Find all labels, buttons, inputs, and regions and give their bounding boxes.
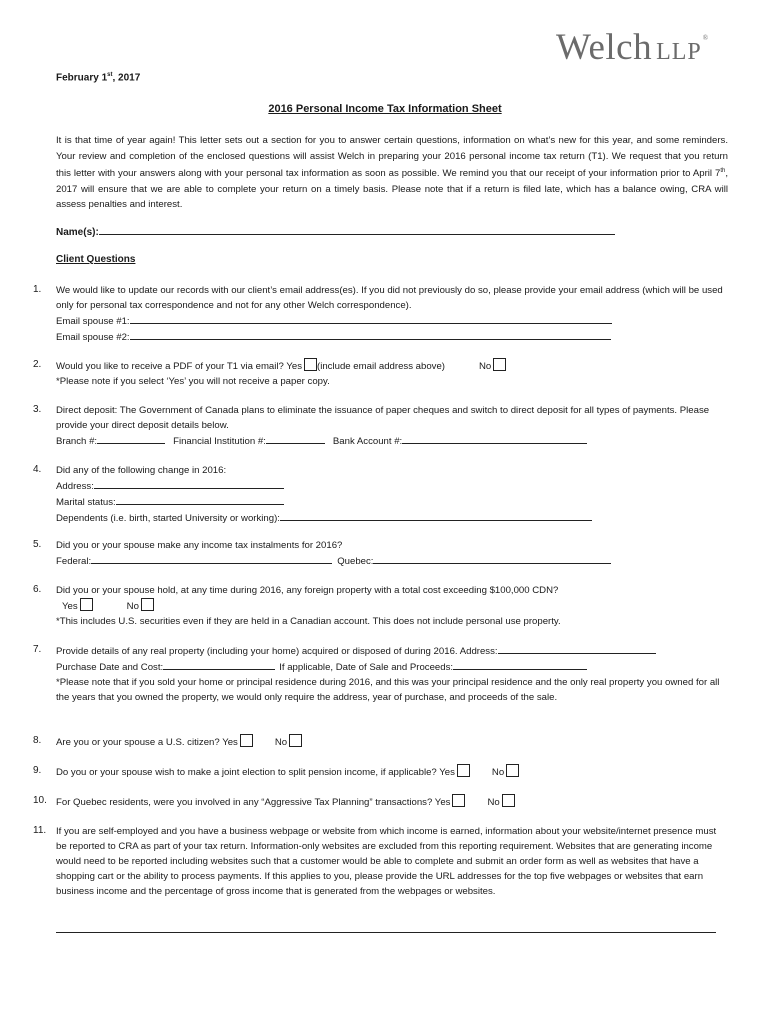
property-address-line[interactable] [498, 643, 656, 654]
page-title: 2016 Personal Income Tax Information Sheet [268, 103, 502, 115]
question-1: We would like to update our records with our client’s email address(es). If you did not previously do so, please provide your email address (which will be used only for personal tax correspondence and not for any other Welch correspondence). Email spouse #1: Email spouse #2: [56, 285, 723, 343]
question-2: Would you like to receive a PDF of your T1 via email? Yes (include email address above) No *Please note if you select ‘Yes’ you will not receive a paper copy. [56, 358, 724, 389]
q5-text: Did you or your spouse make any income tax instalments for 2016? [56, 540, 343, 551]
client-questions-heading: Client Questions [56, 254, 136, 265]
q7-number: 7. [33, 644, 42, 655]
q6-number: 6. [33, 584, 42, 595]
names-field [56, 224, 615, 238]
institution-line[interactable] [266, 433, 325, 444]
q1-number: 1. [33, 284, 42, 295]
q11-text: If you are self-employed and you have a business webpage or website from which income is earned, information about your website/internet presence must be reported to CRA as part of your tax return. Information-only websites are excluded from this reporting requirement. Websites that are generating income would need to be reported including websites such that a customer would be able to complete and submit an order form as well as websites that have a shopping cart or the ability to process payments. If this applies to you, please provide the URL addresses for the top five webpages or websites that earn business income and the percentage of gross income that is generated from the webpages or websites. [56, 826, 717, 897]
q11-number: 11. [33, 825, 47, 836]
question-8: Are you or your spouse a U.S. citizen? Yes No [56, 734, 724, 750]
email-spouse-2-line[interactable] [130, 329, 611, 340]
q2-number: 2. [33, 359, 42, 370]
q6-note: *This includes U.S. securities even if they are held in a Canadian account. This does not include personal use property. [56, 616, 561, 627]
q10-no-checkbox[interactable] [502, 794, 515, 807]
q8-number: 8. [33, 735, 42, 746]
q4-number: 4. [33, 464, 42, 475]
q3-text: Direct deposit: The Government of Canada plans to eliminate the issuance of paper cheques and switch to direct deposit for all types of payments. Please provide your direct deposit details below. [56, 405, 710, 431]
logo-suffix: LLP [656, 39, 702, 65]
website-url-line[interactable] [56, 932, 716, 933]
q9-number: 9. [33, 765, 42, 776]
q8-no-checkbox[interactable] [289, 734, 302, 747]
sale-line[interactable] [453, 659, 587, 670]
question-11 [56, 824, 724, 899]
q7-note: *Please note that if you sold your home or principal residence during 2016, and this was your principal residence and the only real property you owned for all the years that you owned the property, we would only require the address, year of purchase, and proceeds of the sale. [56, 677, 720, 703]
question-9: Do you or your spouse wish to make a joint election to split pension income, if applicable? Yes No [56, 764, 724, 780]
bank-account-line[interactable] [402, 433, 587, 444]
q6-no-checkbox[interactable] [141, 598, 154, 611]
q2-no-checkbox[interactable] [493, 358, 506, 371]
q5-number: 5. [33, 539, 42, 550]
purchase-line[interactable] [163, 659, 275, 670]
dependents-line[interactable] [280, 510, 592, 521]
question-5: Did you or your spouse make any income tax instalments for 2016? Federal: Quebec: [56, 538, 724, 569]
branch-line[interactable] [97, 433, 165, 444]
address-line[interactable] [94, 478, 284, 489]
names-label: Name(s): [56, 227, 99, 238]
logo-name: Welch [556, 27, 653, 68]
q3-number: 3. [33, 404, 42, 415]
q10-yes-checkbox[interactable] [452, 794, 465, 807]
q4-text: Did any of the following change in 2016: [56, 465, 227, 476]
q1-text: We would like to update our records with our client’s email address(es). If you did not previously do so, please provide your email address (which will be used only for personal tax correspondence and not for any other Welch correspondence). [56, 285, 723, 311]
federal-line[interactable] [91, 553, 332, 564]
q6-text: Did you or your spouse hold, at any time during 2016, any foreign property with a total cost exceeding $100,000 CDN? [56, 585, 559, 596]
question-7: Provide details of any real property (including your home) acquired or disposed of during 2016. Address: Purchase Date and Cost: If applicable, Date of Sale and Proceeds: *Please note that if you sold your home or principal residence during 2016, and this was your principal residence and the only real property you owned for all the years that you owned the property, we would only require the address, year of purchase, and proceeds of the sale. [56, 643, 724, 705]
q2-yes-checkbox[interactable] [304, 358, 317, 371]
q2-note: *Please note if you select ‘Yes’ you will not receive a paper copy. [56, 376, 330, 387]
welch-llp-logo [556, 26, 708, 69]
letter-date: February 1st, 2017 [56, 72, 141, 84]
question-6: Did you or your spouse hold, at any time during 2016, any foreign property with a total cost exceeding $100,000 CDN? Yes No *This includes U.S. securities even if they are held in a Canadian account. This does not include personal use property. [56, 583, 724, 629]
q10-number: 10. [33, 795, 47, 806]
question-4: Did any of the following change in 2016: Address: Marital status: Dependents (i.e. birth, started University or working): [56, 463, 724, 526]
q6-yes-checkbox[interactable] [80, 598, 93, 611]
quebec-line[interactable] [373, 553, 611, 564]
q9-yes-checkbox[interactable] [457, 764, 470, 777]
names-line[interactable] [99, 224, 615, 235]
q8-yes-checkbox[interactable] [240, 734, 253, 747]
registered-mark: ® [702, 34, 709, 42]
question-3: Direct deposit: The Government of Canada plans to eliminate the issuance of paper cheques and switch to direct deposit for all types of payments. Please provide your direct deposit details below. Branch #: Financial Institution #: Bank Account #: [56, 403, 724, 449]
marital-status-line[interactable] [116, 494, 284, 505]
q9-no-checkbox[interactable] [506, 764, 519, 777]
question-10: For Quebec residents, were you involved in any “Aggressive Tax Planning” transactions? Yes No [56, 794, 724, 810]
email-spouse-1-line[interactable] [130, 313, 612, 324]
intro-paragraph: It is that time of year again! This letter sets out a section for you to answer certain questions, information on what’s new for this year, and some reminders. Your review and completion of the enclosed questions will assist Welch in preparing your 2016 personal income tax return (T1). We request that you return this letter with your answers along with your personal tax information as soon as possible. We remind you that our receipt of your information prior to April 7th, 2017 will ensure that we are able to complete your return on a timely basis. Please note that if a return is filed late, which has a balance owing, CRA will assess penalties and interest. [56, 135, 728, 211]
